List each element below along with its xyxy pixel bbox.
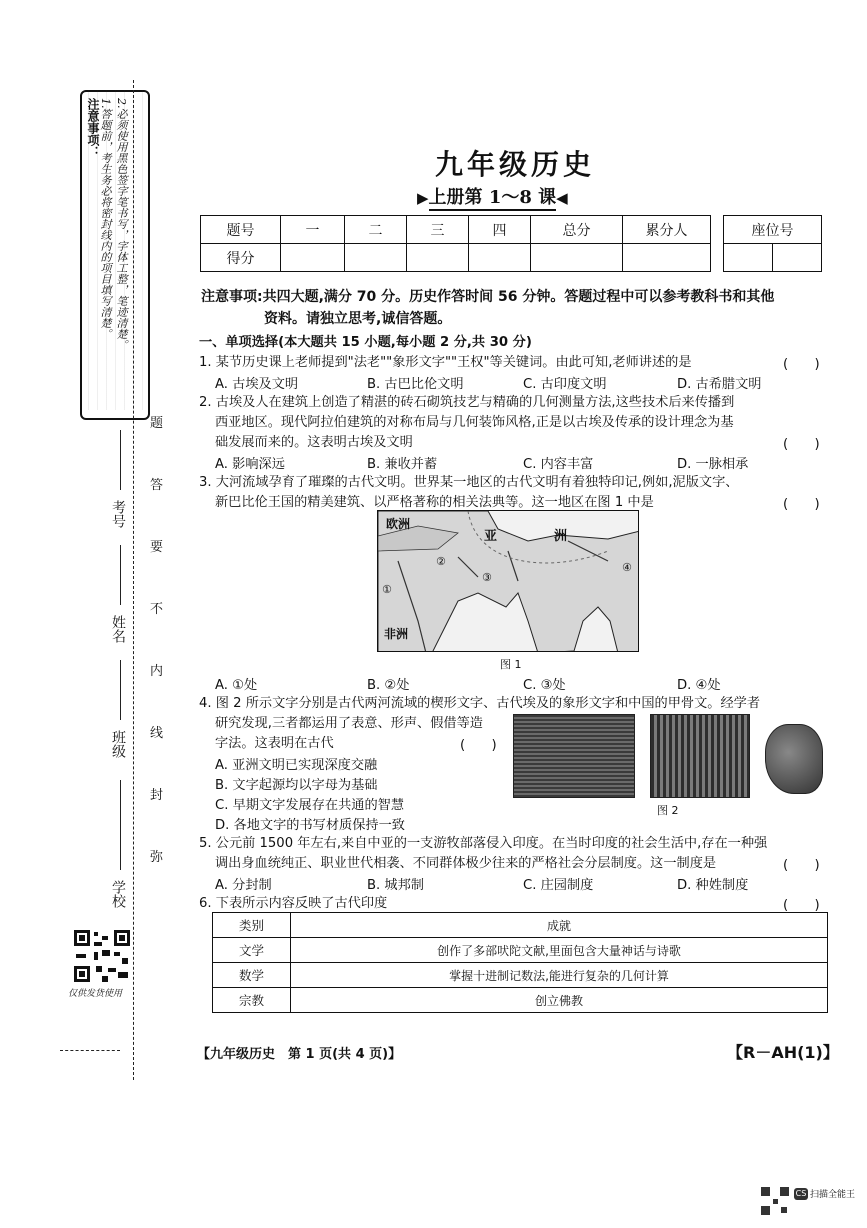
page-footer-left: 【九年级历史 第 1 页(共 4 页)】 xyxy=(197,1047,402,1062)
answer-paren[interactable]: ( ) xyxy=(783,497,820,512)
map-label-asia-1: 亚 xyxy=(484,529,498,544)
question-text: 西亚地区。现代阿拉伯建筑的对称布局与几何装饰风格,正是以古埃及传承的设计理念为基 xyxy=(215,415,734,430)
side-notice-line2: 2.必须使用黑色签字笔书写，字体工整，笔迹清楚。 xyxy=(115,98,128,351)
score-header-cell: 题号 xyxy=(201,216,281,244)
scanner-logo-icon: CS xyxy=(795,1189,807,1198)
table-header: 成就 xyxy=(291,913,828,938)
map-label-africa: 非洲 xyxy=(384,627,409,641)
score-table xyxy=(200,215,711,272)
score-header-cell: 总分 xyxy=(531,216,623,244)
seal-line xyxy=(133,80,134,1080)
score-row-label: 得分 xyxy=(201,244,281,272)
page-title: 九年级历史 xyxy=(435,148,596,181)
map-marker-2: ② xyxy=(436,555,446,568)
table-cell: 掌握十进制记数法,能进行复杂的几何计算 xyxy=(291,963,828,988)
question-text: 6. 下表所示内容反映了古代印度 xyxy=(199,896,388,911)
seal-char: 线 xyxy=(150,726,164,741)
option[interactable]: D. 各地文字的书写材质保持一致 xyxy=(215,818,405,833)
table-cell: 宗教 xyxy=(213,988,291,1013)
option[interactable]: D. 一脉相承 xyxy=(677,457,749,472)
option[interactable]: A. ①处 xyxy=(215,678,258,693)
achievements-table xyxy=(212,912,828,1013)
table-row xyxy=(213,988,828,1013)
answer-paren[interactable]: ( ) xyxy=(783,357,820,372)
binding-strip xyxy=(0,0,190,1228)
figure-caption: 图 2 xyxy=(657,804,679,817)
map-marker-3: ③ xyxy=(482,571,492,584)
seat-table xyxy=(723,215,822,272)
seal-char: 封 xyxy=(150,788,164,803)
option[interactable]: B. 古巴比伦文明 xyxy=(367,377,464,392)
option[interactable]: B. ②处 xyxy=(367,678,410,693)
score-cell[interactable] xyxy=(469,244,531,272)
score-cell[interactable] xyxy=(623,244,711,272)
option[interactable]: C. 早期文字发展存在共通的智慧 xyxy=(215,798,405,813)
exam-notice xyxy=(201,286,831,330)
option[interactable]: C. 庄园制度 xyxy=(523,878,594,893)
field-line[interactable] xyxy=(120,430,121,490)
score-header-cell: 三 xyxy=(407,216,469,244)
seal-char: 要 xyxy=(150,540,164,555)
table-cell: 数学 xyxy=(213,963,291,988)
option[interactable]: C. 内容丰富 xyxy=(523,457,594,472)
scanner-label: 扫描全能王 xyxy=(810,1190,856,1200)
field-line[interactable] xyxy=(120,545,121,605)
notice-line: 注意事项:共四大题,满分 70 分。历史作答时间 56 分钟。答题过程中可以参考教科书和其他 xyxy=(201,289,775,305)
score-header-cell: 四 xyxy=(469,216,531,244)
map-drawing xyxy=(378,511,639,652)
map-marker-1: ① xyxy=(382,583,392,596)
field-school: 学校 xyxy=(110,880,126,908)
section-heading: 一、单项选择(本大题共 15 小题,每小题 2 分,共 30 分) xyxy=(199,335,532,350)
table-row xyxy=(213,938,828,963)
seal-char: 弥 xyxy=(150,850,164,865)
option[interactable]: A. 古埃及文明 xyxy=(215,377,299,392)
subtitle-text: 上册第 1～8 课 xyxy=(429,187,557,211)
field-name: 姓名 xyxy=(110,615,126,643)
map-label-asia-2: 洲 xyxy=(554,529,568,544)
answer-paren[interactable]: ( ) xyxy=(783,437,820,452)
notice-line: 资料。请独立思考,诚信答题。 xyxy=(264,311,452,327)
triangle-left-icon: ◀ xyxy=(556,189,568,207)
table-cell: 文学 xyxy=(213,938,291,963)
map-marker-4: ④ xyxy=(622,561,632,574)
option[interactable]: D. 种姓制度 xyxy=(677,878,749,893)
field-line[interactable] xyxy=(120,660,121,720)
question-text: 新巴比伦王国的精美建筑、以严格著称的相关法典等。这一地区在图 1 中是 xyxy=(215,495,654,510)
option[interactable]: B. 文字起源均以字母为基础 xyxy=(215,778,378,793)
score-header-cell: 累分人 xyxy=(623,216,711,244)
question-text: 调出身血统纯正、职业世代相袭、不同群体极少往来的严格社会分层制度。这一制度是 xyxy=(215,856,717,871)
page-subtitle xyxy=(417,183,568,209)
question-text: 字法。这表明在古代 xyxy=(215,736,334,751)
scanner-qr-icon xyxy=(760,1186,790,1216)
map-figure-1 xyxy=(377,510,639,652)
side-notice-line1: 1.答题前，考生务必将密封线内的项目填写清楚。 xyxy=(99,98,112,340)
option[interactable]: A. 亚洲文明已实现深度交融 xyxy=(215,758,378,773)
field-class: 班级 xyxy=(110,730,126,758)
field-line[interactable] xyxy=(120,780,121,870)
score-cell[interactable] xyxy=(281,244,345,272)
answer-paren[interactable]: ( ) xyxy=(783,898,820,913)
question-text: 1. 某节历史课上老师提到"法老""象形文字""王权"等关键词。由此可知,老师讲述的是 xyxy=(199,355,692,370)
question-text: 研究发现,三者都运用了表意、形声、假借等造 xyxy=(215,716,483,731)
side-notice-title: 注意事项： xyxy=(86,98,100,158)
qr-caption: 仅供发货使用 xyxy=(68,989,123,999)
question-text: 础发展而来的。这表明古埃及文明 xyxy=(215,435,413,450)
option[interactable]: A. 影响深远 xyxy=(215,457,285,472)
seal-char: 内 xyxy=(150,664,164,679)
score-cell[interactable] xyxy=(531,244,623,272)
figure-caption: 图 1 xyxy=(500,658,522,671)
table-header: 类别 xyxy=(213,913,291,938)
option[interactable]: C. 古印度文明 xyxy=(523,377,607,392)
option[interactable]: D. ④处 xyxy=(677,678,721,693)
question-text: 5. 公元前 1500 年左右,来自中亚的一支游牧部落侵入印度。在当时印度的社会生活中,存在一种强 xyxy=(199,836,768,851)
hieroglyph-image xyxy=(650,714,750,798)
answer-paren[interactable]: ( ) xyxy=(460,738,497,753)
qr-code-icon xyxy=(72,928,132,984)
oracle-bone-image xyxy=(765,724,823,794)
score-cell[interactable] xyxy=(407,244,469,272)
question-text: 3. 大河流域孕育了璀璨的古代文明。世界某一地区的古代文明有着独特印记,例如,泥版文字、 xyxy=(199,475,739,490)
option[interactable]: B. 兼收并蓄 xyxy=(367,457,438,472)
scanner-watermark xyxy=(760,1180,855,1220)
seat-cell[interactable] xyxy=(724,244,773,272)
option[interactable]: A. 分封制 xyxy=(215,878,272,893)
question-text: 2. 古埃及人在建筑上创造了精湛的砖石砌筑技艺与精确的几何测量方法,这些技术后来传播到 xyxy=(199,395,735,410)
field-exam-number: 考号 xyxy=(110,500,126,528)
option[interactable]: B. 城邦制 xyxy=(367,878,424,893)
score-header-cell: 一 xyxy=(281,216,345,244)
table-cell: 创作了多部吠陀文献,里面包含大量神话与诗歌 xyxy=(291,938,828,963)
option[interactable]: C. ③处 xyxy=(523,678,566,693)
table-cell: 创立佛教 xyxy=(291,988,828,1013)
question-text: 4. 图 2 所示文字分别是古代两河流域的楔形文字、古代埃及的象形文字和中国的甲骨文。经学者 xyxy=(199,696,761,711)
dashed-divider xyxy=(60,1050,120,1051)
triangle-right-icon: ▶ xyxy=(417,189,429,207)
cuneiform-image xyxy=(513,714,635,798)
answer-paren[interactable]: ( ) xyxy=(783,858,820,873)
score-header-cell: 二 xyxy=(345,216,407,244)
seal-char: 不 xyxy=(150,602,164,617)
option[interactable]: D. 古希腊文明 xyxy=(677,377,762,392)
score-cell[interactable] xyxy=(345,244,407,272)
map-label-europe: 欧洲 xyxy=(386,517,411,531)
table-row xyxy=(213,963,828,988)
page-footer-right: 【R－AH(1)】 xyxy=(727,1043,839,1062)
seat-label: 座位号 xyxy=(724,216,822,244)
seat-cell[interactable] xyxy=(773,244,822,272)
seal-char: 题 xyxy=(150,416,164,431)
seal-char: 答 xyxy=(150,478,164,493)
